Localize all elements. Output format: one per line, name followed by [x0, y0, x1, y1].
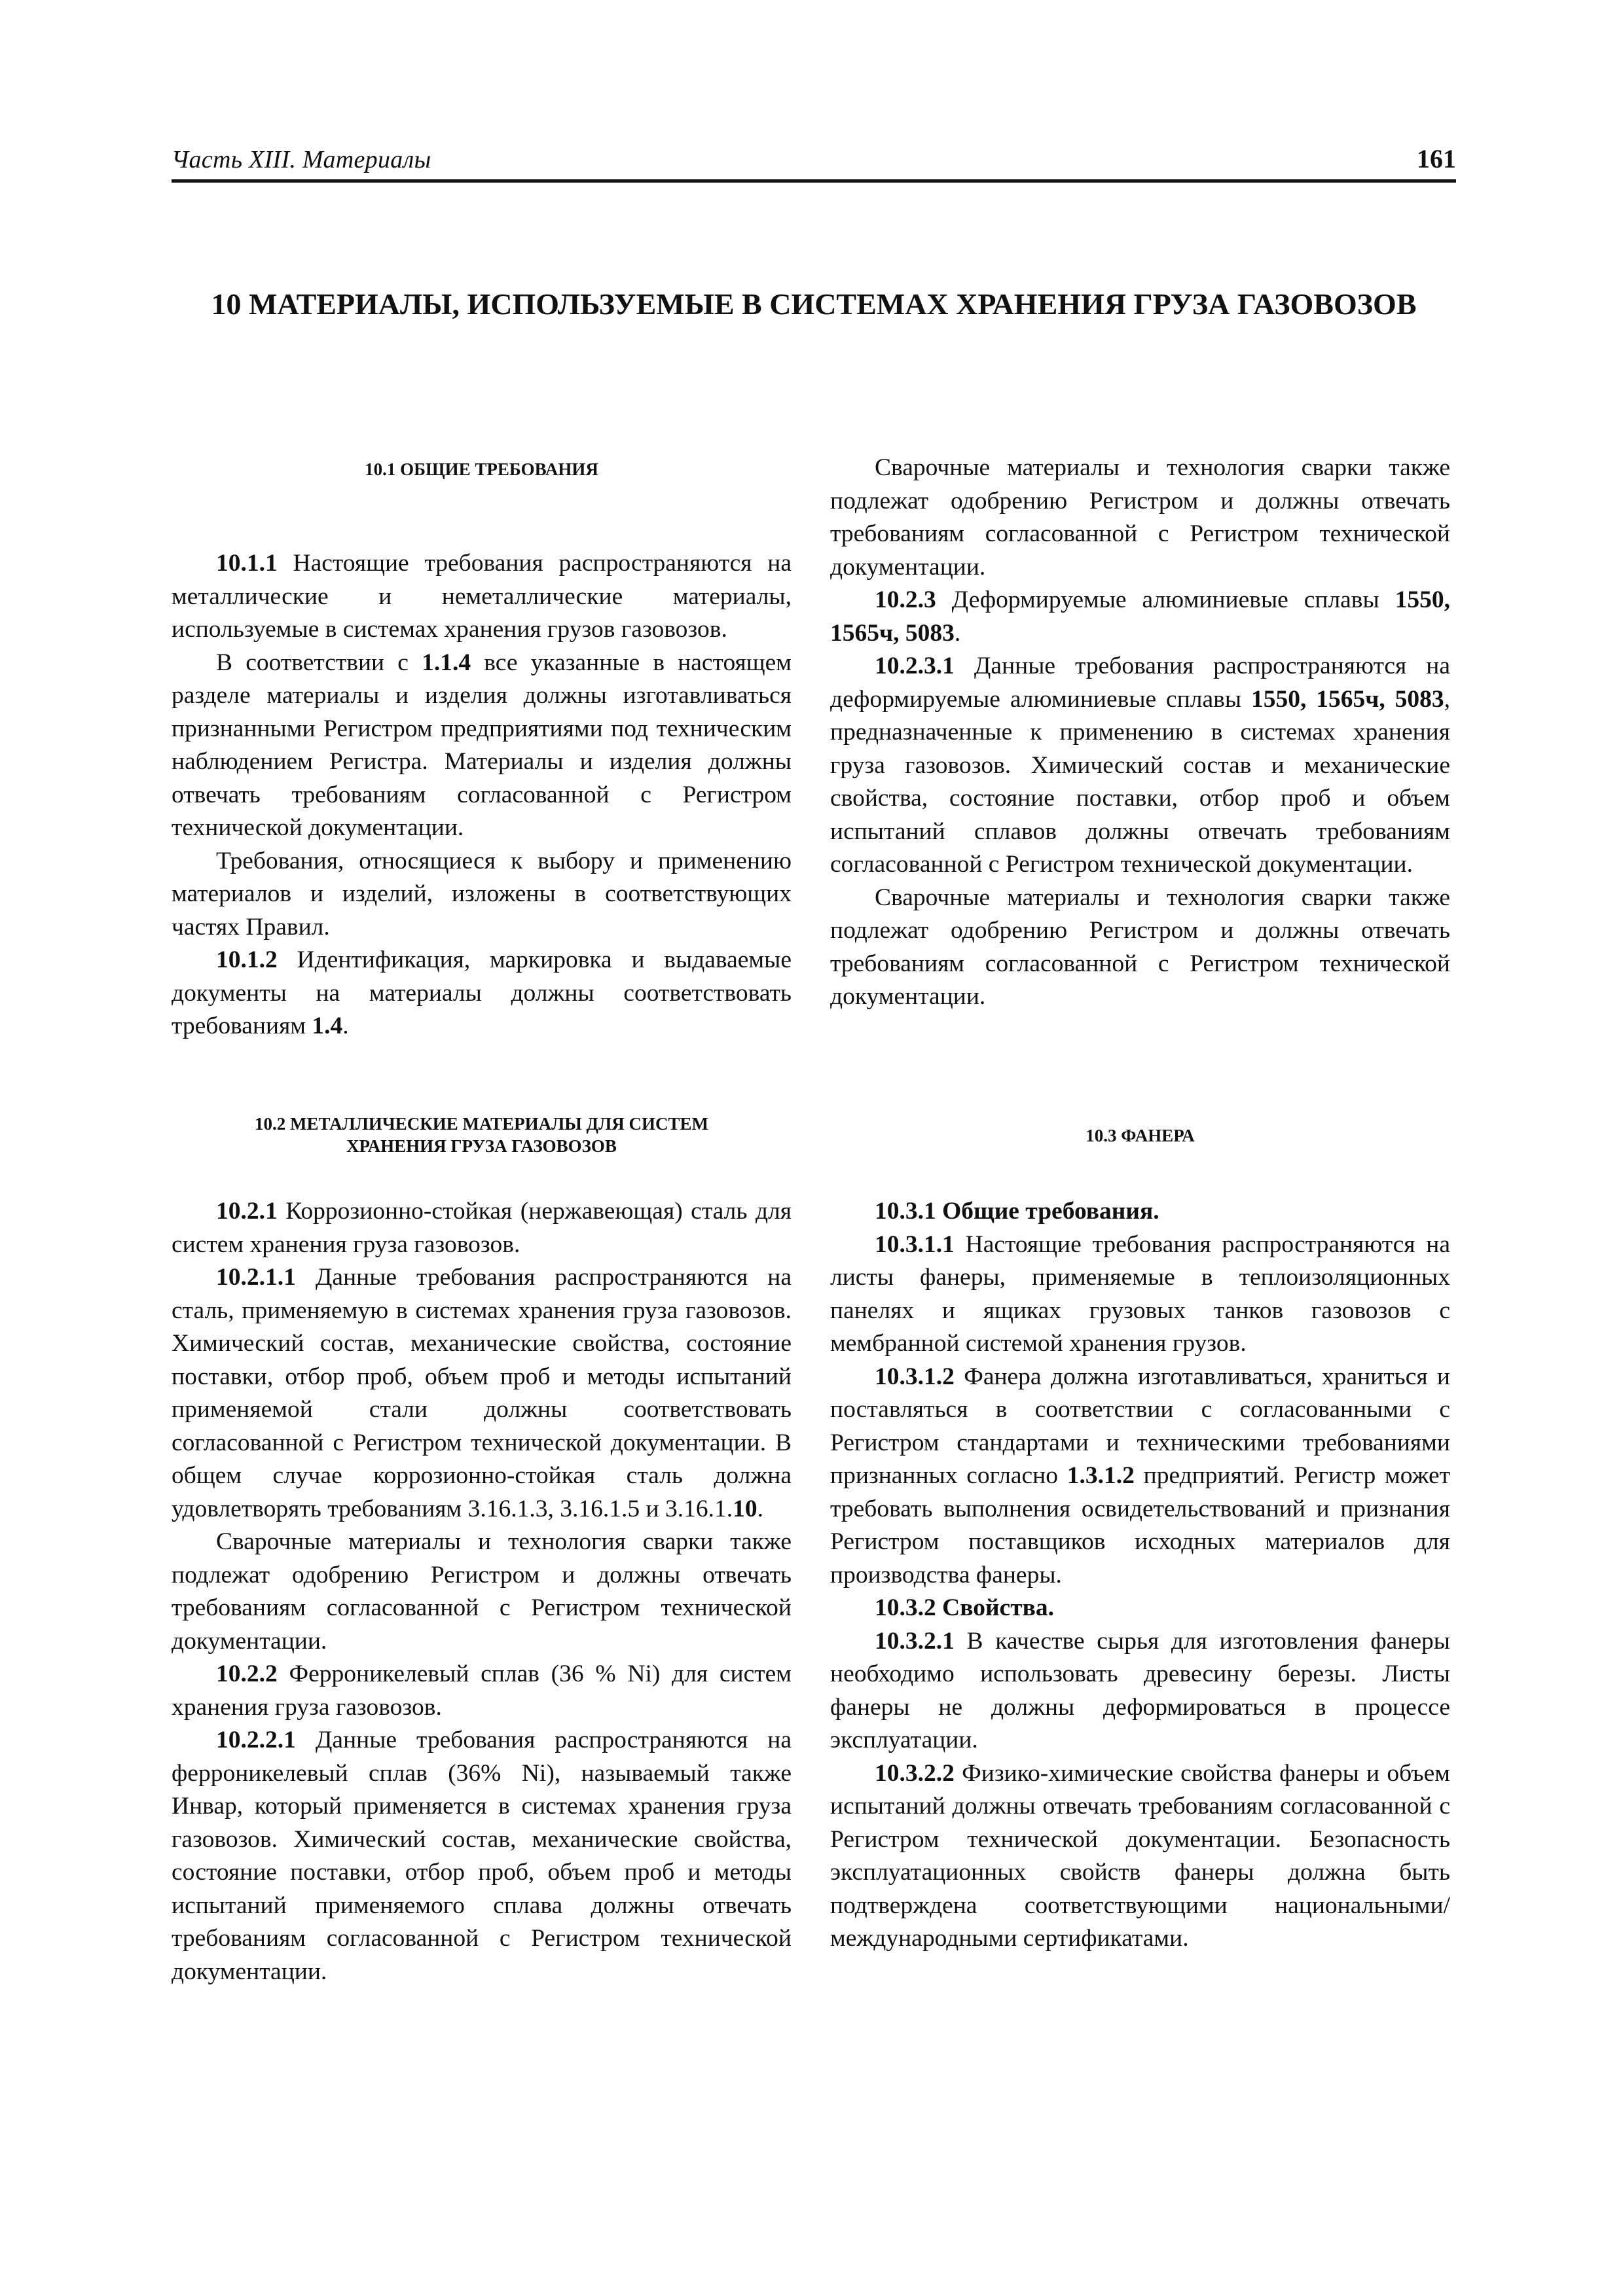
paragraph-10-3-1: 10.3.1 Общие требования.	[875, 1198, 1159, 1225]
paragraph-10-1-1-b: В соответствии с 1.1.4 все указанные в настоящем разделе материалы и изделия должны изготавливаться признанными Регистром предприятиями под техническим наблюдением Регистра. Материалы и изделия должны отвечать требованиям согласованной с Регистром технической документации.	[172, 649, 792, 841]
chapter-title: 10 МАТЕРИАЛЫ, ИСПОЛЬЗУЕМЫЕ В СИСТЕМАХ ХРАНЕНИЯ ГРУЗА ГАЗОВОЗОВ	[211, 287, 1417, 321]
section-heading-10-1: 10.1 ОБЩИЕ ТРЕБОВАНИЯ	[365, 459, 598, 479]
part-title: Часть XIII. Материалы	[172, 146, 431, 173]
clause-number: 10.1.2	[216, 946, 278, 973]
paragraph-10-1-1-c: Требования, относящиеся к выбору и применению материалов и изделий, изложены в соответствующих частях Правил.	[172, 847, 792, 941]
paragraph-10-2-3-1: 10.2.3.1 Данные требования распространяются на деформируемые алюминиевые сплавы 1550, 1565ч, 5083, предназначенные к применению в системах хранения груза газовозов. Химический состав и механические свойства, состояние поставки, отбор проб и объем испытаний сплавов должны отвечать требованиям согласованной с Регистром технической документации.	[830, 653, 1450, 878]
paragraph-10-2-3-2: Сварочные материалы и технология сварки также подлежат одобрению Регистром и должны отвечать требованиям согласованной с Регистром технической документации.	[830, 884, 1450, 1010]
paragraph-10-2-3: 10.2.3 Деформируемые алюминиевые сплавы 1550, 1565ч, 5083.	[830, 586, 1450, 647]
section-heading-10-2: 10.2 МЕТАЛЛИЧЕСКИЕ МАТЕРИАЛЫ ДЛЯ СИСТЕМ ХРАНЕНИЯ ГРУЗА ГАЗОВОЗОВ	[255, 1114, 708, 1156]
reference-link: 1.1.4	[422, 649, 471, 676]
section-10-3	[830, 1124, 1450, 1147]
paragraph-10-2-2: 10.2.2 Ферроникелевый сплав (36 % Ni) для систем хранения груза газовозов.	[172, 1660, 792, 1721]
section-10-2-body-right	[830, 452, 1450, 1014]
section-10-3-body	[830, 1195, 1450, 1956]
paragraph-10-2-2-1: 10.2.2.1 Данные требования распространяются на ферроникелевый сплав (36% Ni), называемый также Инвар, который применяется в системах хранения груза газовозов. Химический состав, механические свойства, состояние поставки, отбор проб, объем проб и методы испытаний применяемого сплава должны отвечать требованиям согласованной с Регистром технической документации.	[172, 1727, 792, 1985]
paragraph-10-3-2: 10.3.2 Свойства.	[875, 1594, 1054, 1621]
running-header	[172, 143, 1456, 183]
reference-link: 1.4	[312, 1013, 343, 1039]
paragraph-10-2-1-1: 10.2.1.1 Данные требования распространяются на сталь, применяемую в системах хранения груза газовозов. Химический состав, механические свойства, состояние поставки, отбор проб, объем проб и методы испытаний применяемой стали должны соответствовать согласованной с Регистром технической документации. В общем случае коррозионно-стойкая сталь должна удовлетворять требованиям 3.16.1.3, 3.16.1.5 и 3.16.1.10.	[172, 1264, 792, 1522]
clause-number: 10.1.1	[216, 550, 278, 577]
section-10-1	[172, 458, 792, 480]
page-number: 161	[1417, 144, 1456, 173]
section-heading-10-3: 10.3 ФАНЕРА	[1085, 1126, 1195, 1145]
paragraph-10-2-1: 10.2.1 Коррозионно-стойкая (нержавеющая) сталь для систем хранения груза газовозов.	[172, 1198, 792, 1258]
paragraph-10-2-1-2: Сварочные материалы и технология сварки также подлежат одобрению Регистром и должны отвечать требованиям согласованной с Регистром технической документации.	[172, 1528, 792, 1655]
paragraph-10-3-2-2: 10.3.2.2 Физико-химические свойства фанеры и объем испытаний должны отвечать требованиям согласованной с Регистром технической документации. Безопасность эксплуатационных свойств фанеры должна быть подтверждена соответствующими национальными/международными сертификатами.	[830, 1759, 1450, 1952]
paragraph-10-3-2-1: 10.3.2.1 В качестве сырья для изготовления фанеры необходимо использовать древесину березы. Листы фанеры не должны деформироваться в процессе эксплуатации.	[830, 1627, 1450, 1753]
section-10-2	[172, 1113, 792, 1157]
paragraph-10-3-1-2: 10.3.1.2 Фанера должна изготавливаться, храниться и поставляться в соответствии с согласованными с Регистром стандартами и техническими требованиями признанных согласно 1.3.1.2 предприятий. Регистр может требовать выполнения освидетельствований и признания Регистром поставщиков исходных материалов для производства фанеры.	[830, 1363, 1450, 1588]
section-10-1-body	[172, 547, 792, 1043]
section-10-2-body-left	[172, 1195, 792, 1988]
paragraph-10-1-2: 10.1.2 Идентификация, маркировка и выдаваемые документы на материалы должны соответствовать требованиям 1.4.	[172, 946, 792, 1039]
paragraph-10-2-2-2: Сварочные материалы и технология сварки также подлежат одобрению Регистром и должны отвечать требованиям согласованной с Регистром технической документации.	[830, 454, 1450, 581]
paragraph-10-3-1-1: 10.3.1.1 Настоящие требования распространяются на листы фанеры, применяемые в теплоизоляционных панелях и ящиках грузовых танков газовозов с мембранной системой хранения грузов.	[830, 1230, 1450, 1357]
paragraph-10-1-1: 10.1.1 Настоящие требования распространяются на металлические и неметаллические материалы, используемые в системах хранения грузов газовозов.	[172, 550, 792, 643]
